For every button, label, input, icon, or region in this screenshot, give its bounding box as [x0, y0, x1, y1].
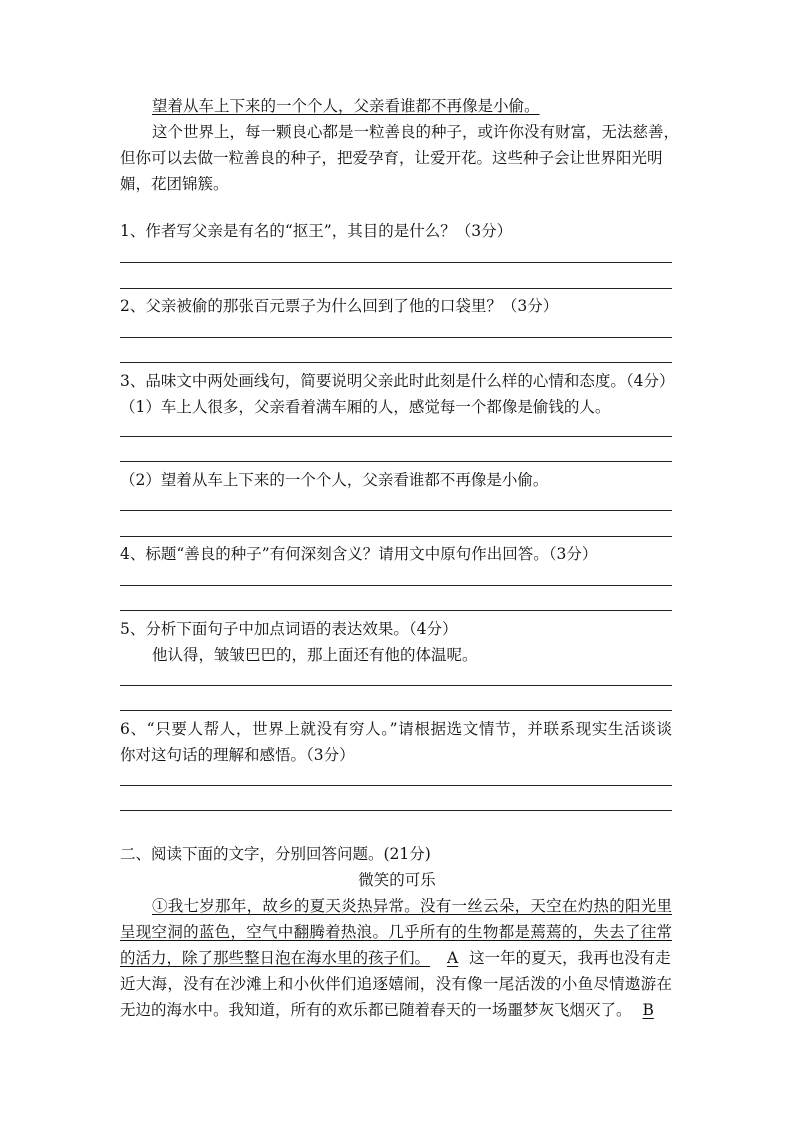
- question-5-sentence: 他认得，皱皱巴巴的，那上面还有他的体温呢。: [152, 646, 478, 664]
- blank-b[interactable]: B: [642, 1001, 654, 1019]
- paragraph-line: 这个世界上，每一颗良心都是一粒善良的种子，或许你没有财富，无法慈善，: [152, 123, 680, 141]
- answer-line[interactable]: [120, 461, 672, 462]
- question-3-part-2: （2）望着从车上下来的一个个人，父亲看谁都不再像是小偷。: [120, 471, 549, 489]
- question-6-line-1: 6、“只要人帮人，世界上就没有穷人。”请根据选文情节，并联系现实生活谈谈: [120, 720, 672, 738]
- paragraph-line-underlined: ①我七岁那年，故乡的夏天炎热异常。没有一丝云朵，天空在灼热的阳光里: [152, 897, 672, 915]
- answer-line[interactable]: [120, 262, 672, 263]
- paragraph-line: 近大海，没有在沙滩上和小伙伴们追逐嬉闹，没有像一尾活泼的小鱼尽情遨游在: [120, 975, 672, 993]
- answer-line[interactable]: [120, 288, 672, 289]
- underlined-sentence: 望着从车上下来的一个个人，父亲看谁都不再像是小偷。: [152, 97, 540, 115]
- paragraph-line: 但你可以去做一粒善良的种子，把爱孕育，让爱开花。这些种子会让世界阳光明: [120, 149, 663, 167]
- question-3-part-1: （1）车上人很多，父亲看着满车厢的人，感觉每一个都像是偷钱的人。: [120, 398, 611, 416]
- answer-line[interactable]: [120, 585, 672, 586]
- answer-line[interactable]: [120, 810, 672, 811]
- answer-line[interactable]: [120, 337, 672, 338]
- paragraph-line-underlined: 呈现空洞的蓝色，空气中翻腾着热浪。几乎所有的生物都是蔫蔫的，失去了往常: [120, 923, 672, 941]
- question-4: 4、标题“善良的种子”有何深刻含义？请用文中原句作出回答。（3分）: [120, 545, 598, 563]
- question-6-line-2: 你对这句话的理解和感悟。（3分）: [120, 746, 355, 764]
- section-heading: 二、阅读下面的文字，分别回答问题。(21分): [120, 845, 431, 863]
- answer-line[interactable]: [120, 436, 672, 437]
- question-3: 3、品味文中两处画线句，简要说明父亲此时此刻是什么样的心情和态度。（4分）: [120, 372, 675, 390]
- article-title: 微笑的可乐: [358, 871, 436, 889]
- answer-line[interactable]: [120, 362, 672, 363]
- answer-line[interactable]: [120, 710, 672, 711]
- question-1: 1、作者写父亲是有名的“抠王”，其目的是什么？（3分）: [120, 222, 513, 240]
- answer-line[interactable]: [120, 536, 672, 537]
- answer-line[interactable]: [120, 610, 672, 611]
- blank-a[interactable]: A: [446, 949, 459, 967]
- sentence-fragment: 无边的海水中。我知道，所有的欢乐都已随着春天的一场噩梦灰飞烟灭了。: [120, 1001, 632, 1019]
- question-2: 2、父亲被偷的那张百元票子为什么回到了他的口袋里？（3分）: [120, 297, 559, 315]
- answer-line[interactable]: [120, 510, 672, 511]
- answer-line[interactable]: [120, 785, 672, 786]
- paragraph-line-mixed: [120, 947, 671, 969]
- paragraph-line-with-blank: [120, 999, 660, 1021]
- answer-line[interactable]: [120, 685, 672, 686]
- underlined-fragment: 的活力，除了那些整日泡在海水里的孩子们。: [120, 949, 431, 967]
- sentence-fragment: 这一年的夏天，我再也没有走: [469, 949, 671, 967]
- question-5: 5、分析下面句子中加点词语的表达效果。（4分）: [120, 620, 458, 638]
- paragraph-line: 媚，花团锦簇。: [120, 175, 229, 193]
